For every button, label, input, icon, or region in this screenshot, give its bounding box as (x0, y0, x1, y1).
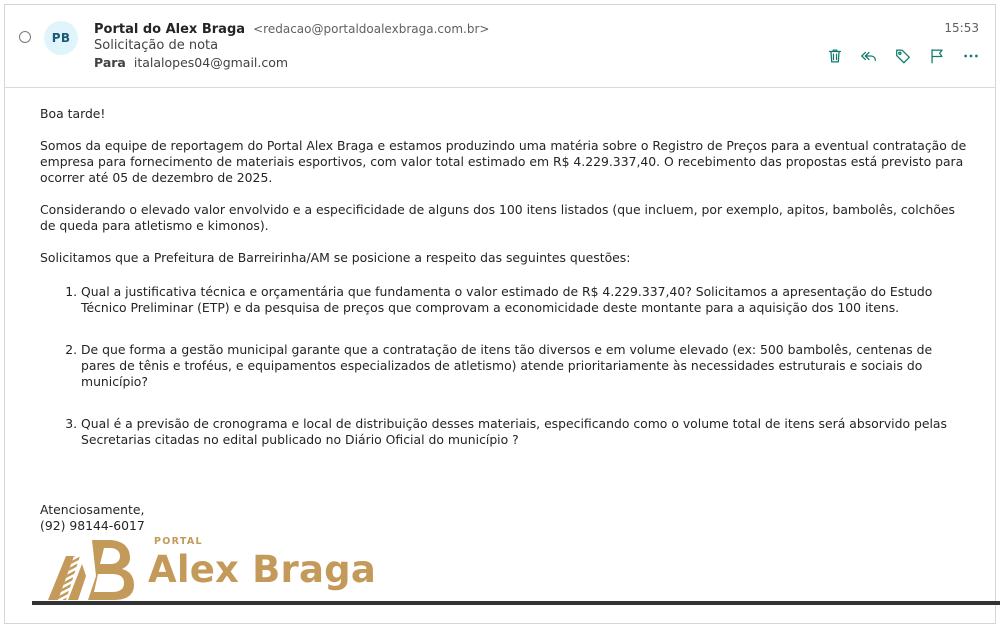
reply-all-button[interactable] (859, 46, 879, 66)
delete-icon (826, 47, 844, 65)
avatar: PB (44, 21, 78, 55)
message-actions (825, 45, 981, 67)
signature (40, 502, 145, 534)
questions-list (40, 284, 970, 448)
tag-button[interactable] (893, 46, 913, 66)
recipient-email[interactable]: italalopes04@gmail.com (133, 55, 289, 70)
logo-brand-name: Alex Braga (148, 548, 377, 591)
select-message-radio[interactable] (19, 31, 31, 43)
signature-closing: Atenciosamente, (40, 502, 145, 517)
flag-button[interactable] (927, 46, 947, 66)
question-item: 3. Qual é a previsão de cronograma e local de distribuição desses materiais, especificando como o volume total de itens será absorvido pelas Secretarias citadas no edital publicado no Diário Oficial do município ? (81, 416, 970, 448)
question-item: 1. Qual a justificativa técnica e orçamentária que fundamenta o valor estimado de R$ 4.229.337,40? Solicitamos a apresentação do Estudo Técnico Preliminar (ETP) e da pesquisa de preços que comprovam a economicidade deste montante para a aquisição dos 100 itens. (81, 284, 970, 316)
delete-button[interactable] (825, 46, 845, 66)
signature-phone: (92) 98144-6017 (40, 518, 145, 533)
email-subject: Solicitação de nota (94, 38, 219, 53)
recipient-line (94, 54, 794, 71)
sender-line (94, 19, 794, 37)
body-paragraph: Somos da equipe de reportagem do Portal Alex Braga e estamos produzindo uma matéria sobre o Registro de Preços para a eventual contratação de empresa para fornecimento de materiais esportivos, com valor total estimado em R$ 4.229.337,40. O recebimento das propostas está previsto para ocorrer até 05 de dezembro de 2025. (40, 138, 967, 185)
window-bottom-edge (32, 601, 1000, 605)
flag-icon (928, 47, 946, 65)
reply-all-icon (860, 47, 878, 65)
email-header (5, 5, 995, 88)
to-label: Para (94, 55, 126, 70)
greeting: Boa tarde! (40, 106, 106, 121)
portal-logo-mark (44, 536, 148, 602)
portal-logo (44, 536, 404, 602)
body-paragraph: Solicitamos que a Prefeitura de Barreirinha/AM se posicione a respeito das seguintes questões: (40, 250, 631, 265)
question-item: 2. De que forma a gestão municipal garante que a contratação de itens tão diversos e em volume elevado (ex: 500 bambolês, centenas de pares de tênis e troféus, e equipamentos especializados de atletismo) atende prioritariamente às necessidades estruturais e sociais do município? (81, 342, 970, 390)
more-button[interactable] (961, 46, 981, 66)
body-paragraph: Considerando o elevado valor envolvido e a especificidade de alguns dos 100 itens listados (que incluem, por exemplo, apitos, bambolês, colchões de queda para atletismo e kimonos). (40, 202, 955, 233)
logo-portal-label: PORTAL (154, 536, 203, 547)
sender-email[interactable]: <redacao@portaldoalexbraga.com.br> (253, 22, 490, 36)
received-time: 15:53 (944, 21, 979, 35)
more-icon (962, 47, 980, 65)
sender-name[interactable]: Portal do Alex Braga (94, 22, 246, 37)
tag-icon (894, 47, 912, 65)
email-body (40, 106, 970, 474)
sender-block (94, 19, 794, 71)
